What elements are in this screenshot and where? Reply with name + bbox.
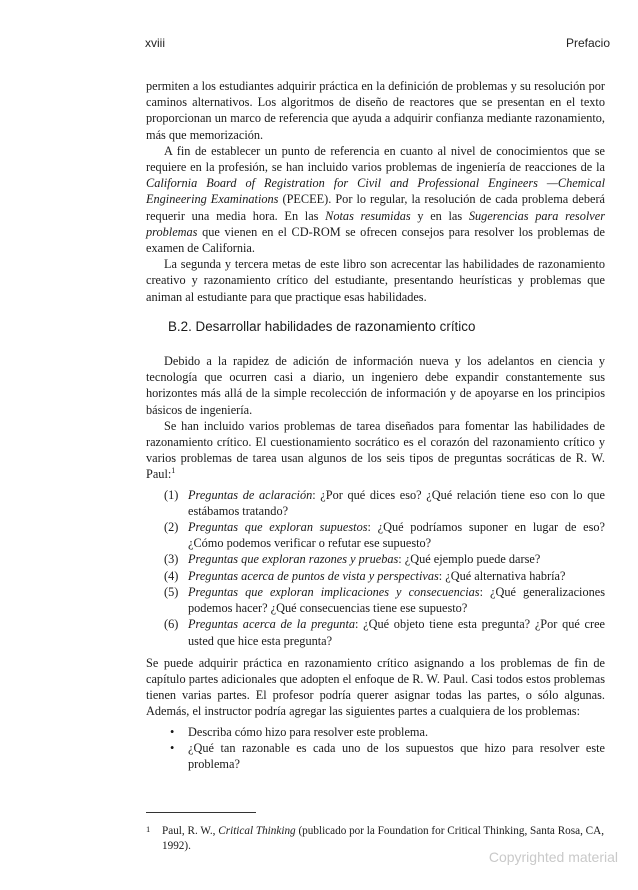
footnote-mark: 1 <box>146 824 151 834</box>
italic-text: California Board of Registration for Civil and Professional Engineers —Chemical Engineering Examinations <box>146 176 605 207</box>
paragraph: A fin de establecer un punto de referencia en cuanto al nivel de conocimientos que se requiere en la profesión, se han incluido varios problemas de ingeniería de reacciones de la California Board of Registration for Civil and Professional Engineers —Chemical Engineering Examinations (PECEE). Por lo regular, la resolución de cada problema deberá requerir una media hora. En las Notas resumidas y en las Sugerencias para resolver problemas que vienen en el CD-ROM se ofrecen consejos para resolver los problemas de examen de California. <box>146 143 606 256</box>
question-type: Preguntas que exploran razones y pruebas <box>188 552 399 567</box>
footnote-ref: 1 <box>171 466 176 476</box>
item-number: (1) <box>164 487 179 502</box>
list-item: (1) Preguntas de aclaración: ¿Por qué dices eso? ¿Qué relación tiene eso con lo que estábamos tratando? <box>164 487 605 518</box>
paragraph: Se puede adquirir práctica en razonamiento crítico asignando a los problemas de fin de capítulo partes adicionales que adopten el enfoque de R. W. Paul. Casi todos estos problemas tienen varias partes. El profesor podría querer asignar todas las partes, o sólo algunas. Además, el instructor podría agregar las siguientes partes a cualquiera de los problemas: <box>146 655 605 719</box>
list-item: (3) Preguntas que exploran razones y pruebas: ¿Qué ejemplo puede darse? <box>164 552 541 567</box>
socratic-questions-list <box>146 487 605 649</box>
item-number: (3) <box>164 552 179 567</box>
bullet-icon: • <box>170 740 175 755</box>
question-type: Preguntas de aclaración <box>188 487 313 502</box>
bullet-icon: • <box>170 724 175 739</box>
item-number: (2) <box>164 520 179 535</box>
list-item: • Describa cómo hizo para resolver este problema. <box>170 724 429 739</box>
list-item: (5) Preguntas que exploran implicaciones y consecuencias: ¿Qué generalizaciones podemos hacer? ¿Qué consecuencias tiene ese supuesto? <box>164 584 605 616</box>
item-number: (5) <box>164 584 179 599</box>
italic-text: Sugerencias para resolver problemas <box>146 208 605 239</box>
list-item: • ¿Qué tan razonable es cada uno de los supuestos que hizo para resolver este problema? <box>170 740 605 771</box>
list-item: (6) Preguntas acerca de la pregunta: ¿Qué objeto tiene esta pregunta? ¿Por qué cree usted que hice esta pregunta? <box>164 617 606 648</box>
paragraph: permiten a los estudiantes adquirir práctica en la definición de problemas y su resolución por caminos alternativos. Los algoritmos de diseño de reactores que se presentan en el texto proporcionan un marco de referencia que ayuda a adquirir confianza mediante razonamiento, más que memorización. <box>146 79 605 142</box>
list-item: (2) Preguntas que exploran supuestos: ¿Qué podríamos suponer en lugar de eso? ¿Cómo podemos verificar o refutar ese supuesto? <box>164 520 606 551</box>
body-text <box>146 78 605 772</box>
bullet-list <box>146 724 605 773</box>
paragraph: La segunda y tercera metas de este libro son acrecentar las habilidades de razonamiento creativo y razonamiento crítico del estudiante, presentando heurísticas y problemas que animan al estudiante para que practique esas habilidades. <box>146 257 605 304</box>
question-type: Preguntas que exploran supuestos <box>188 520 368 535</box>
italic-text: Critical Thinking <box>218 825 296 837</box>
running-title: Prefacio <box>565 36 610 50</box>
copyright-watermark: Copyrighted material <box>488 849 618 865</box>
paragraph: Debido a la rapidez de adición de información nueva y los adelantos en ciencia y tecnología que ocurren casi a diario, un ingeniero debe expandir constantemente sus horizontes más allá de la simple recolección de información y de apoyarse en los principios básicos de ingeniería. <box>146 354 605 417</box>
page-number: xviii <box>145 36 165 50</box>
section-heading: B.2. Desarrollar habilidades de razonamiento crítico <box>168 318 476 334</box>
item-number: (6) <box>164 617 179 632</box>
question-type: Preguntas que exploran implicaciones y consecuencias <box>188 584 480 599</box>
item-number: (4) <box>164 568 179 583</box>
paragraph: Se han incluido varios problemas de tarea diseñados para fomentar las habilidades de razonamiento crítico. El cuestionamiento socrático es el corazón del razonamiento crítico y varios problemas de tarea usan algunos de los seis tipos de preguntas socráticas de R. W. Paul:$^1$ <box>146 418 605 482</box>
footnote-divider <box>146 812 256 813</box>
italic-text: Notas resumidas <box>325 208 411 223</box>
list-item: (4) Preguntas acerca de puntos de vista y perspectivas: ¿Qué alternativa habría? <box>164 568 566 583</box>
question-type: Preguntas acerca de la pregunta <box>188 617 356 632</box>
footnote: 1 Paul, R. W., Critical Thinking (publicado por la Foundation for Critical Thinking, Santa Rosa, CA, 1992). <box>146 824 604 852</box>
question-type: Preguntas acerca de puntos de vista y perspectivas <box>188 568 439 583</box>
